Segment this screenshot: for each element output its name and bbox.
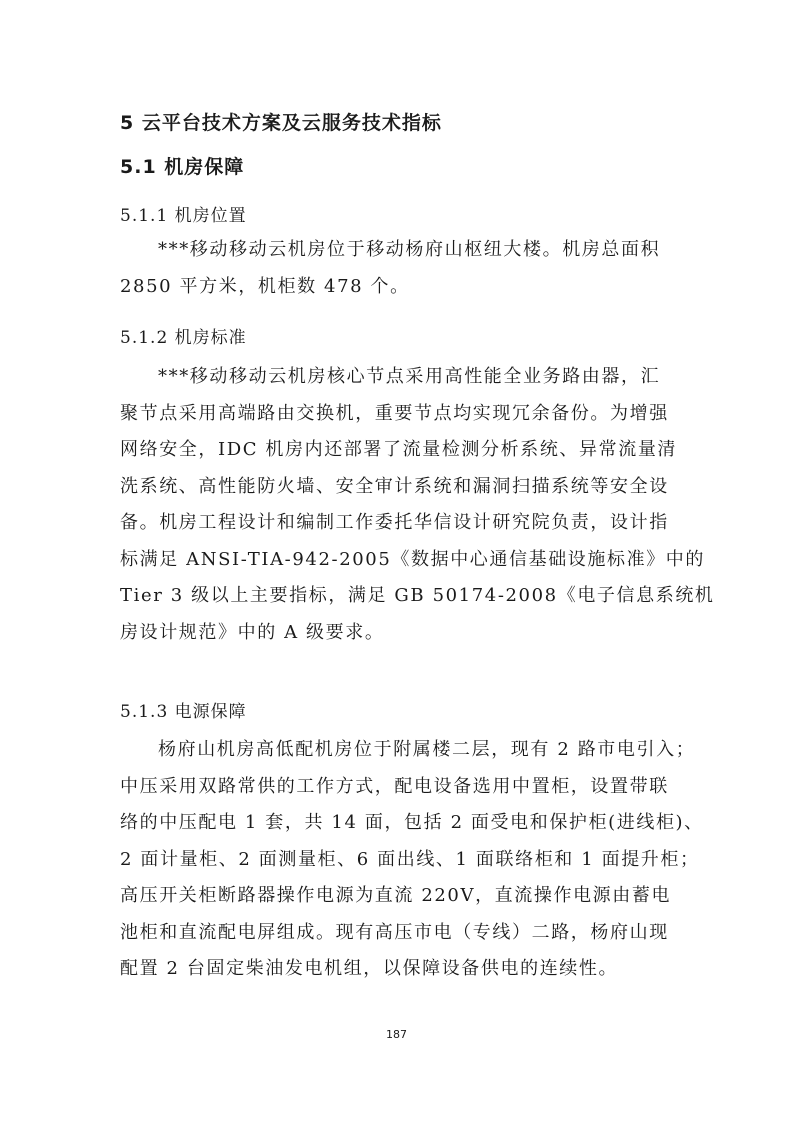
subsection-heading-5-1-1: 5.1.1 机房位置 [120,206,247,226]
paragraph-line: ***移动移动云机房位于移动杨府山枢纽大楼。机房总面积 [158,239,661,260]
paragraph-line: 备。机房工程设计和编制工作委托华信设计研究院负责，设计指 [120,512,669,533]
paragraph-line: 标满足 ANSI-TIA-942-2005《数据中心通信基础设施标准》中的 [120,548,705,570]
paragraph-line: 池柜和直流配电屏组成。现有高压市电（专线）二路，杨府山现 [120,921,669,943]
paragraph-line: 络的中压配电 1 套，共 14 面，包括 2 面受电和保护柜(进线柜)、 [120,812,704,833]
paragraph-line: 杨府山机房高低配机房位于附属楼二层，现有 2 路市电引入； [158,739,696,760]
chapter-heading: 5 云平台技术方案及云服务技术指标 [120,112,442,134]
paragraph-line: 网络安全，IDC 机房内还部署了流量检测分析系统、异常流量清 [120,439,678,460]
section-heading-5-1: 5.1 机房保障 [120,156,245,178]
paragraph-line: 配置 2 台固定柴油发电机组，以保障设备供电的连续性。 [120,958,619,979]
paragraph-room-location [120,232,680,305]
paragraph-line: 高压开关柜断路器操作电源为直流 220V，直流操作电源由蓄电 [120,885,672,906]
paragraph-line: ***移动移动云机房核心节点采用高性能全业务路由器，汇 [158,366,661,387]
paragraph-room-standard [120,359,715,651]
paragraph-line: 2850 平方米，机柜数 478 个。 [120,275,410,297]
paragraph-line: 洗系统、高性能防火墙、安全审计系统和漏洞扫描系统等安全设 [120,475,669,497]
paragraph-line: Tier 3 级以上主要指标，满足 GB 50174-2008《电子信息系统机 [120,585,715,606]
paragraph-power-supply [120,732,704,988]
subsection-heading-5-1-3: 5.1.3 电源保障 [120,702,247,722]
subsection-heading-5-1-2: 5.1.2 机房标准 [120,328,247,348]
paragraph-line: 中压采用双路常供的工作方式，配电设备选用中置柜，设置带联 [120,775,669,797]
page-number: 187 [386,1028,407,1041]
paragraph-line: 聚节点采用高端路由交换机，重要节点均实现冗余备份。为增强 [120,402,669,424]
paragraph-line: 2 面计量柜、2 面测量柜、6 面出线、1 面联络柜和 1 面提升柜； [120,848,700,870]
paragraph-line: 房设计规范》中的 A 级要求。 [120,621,385,643]
